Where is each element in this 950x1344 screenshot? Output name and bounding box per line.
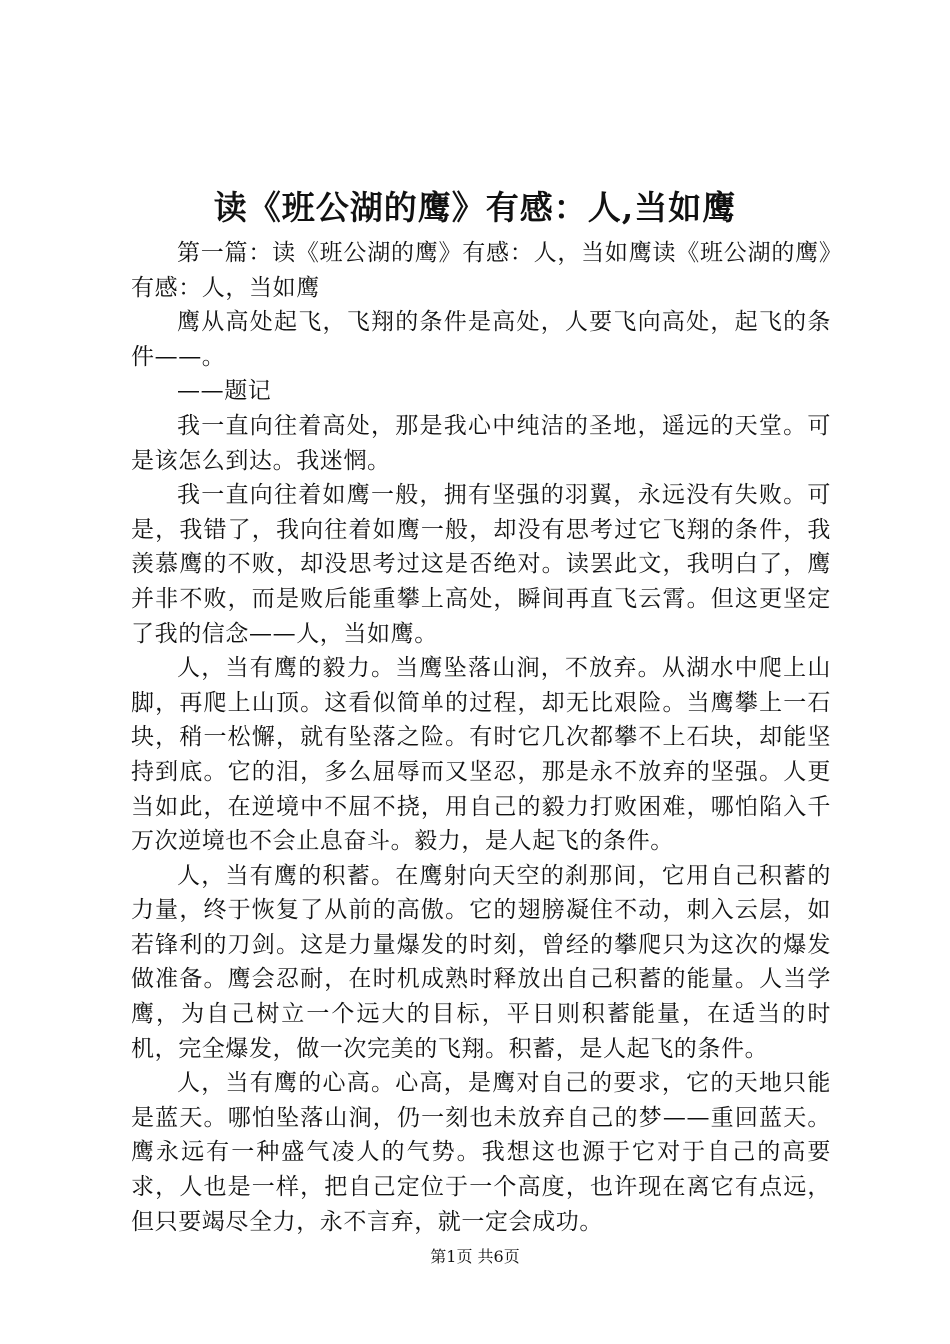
paragraph: 第一篇：读《班公湖的鹰》有感：人，当如鹰读《班公湖的鹰》有感：人，当如鹰 [131,240,831,301]
paragraph: 鹰从高处起飞，飞翔的条件是高处，人要飞向高处，起飞的条件——。 [131,309,831,370]
paragraph: 人，当有鹰的心高。心高，是鹰对自己的要求，它的天地只能是蓝天。哪怕坠落山涧，仍一刻也未放弃自己的梦——重回蓝天。鹰永远有一种盛气凌人的气势。我想这也源于它对于自己的高要求，人也是一样，把自己定位于一个高度，也许现在离它有点远，但只要竭尽全力，永不言弃，就一定会成功。 [131,1070,831,1235]
paragraph: 我一直向往着如鹰一般，拥有坚强的羽翼，永远没有失败。可是，我错了，我向往着如鹰一般，却没有思考过它飞翔的条件，我羡慕鹰的不败，却没思考过这是否绝对。读罢此文，我明白了，鹰并非不败，而是败后能重攀上高处，瞬间再直飞云霄。但这更坚定了我的信念——人，当如鹰。 [131,482,831,647]
document-body [131,236,831,1239]
document-title: 读《班公湖的鹰》有感：人,当如鹰 [213,188,737,227]
paragraph: 人，当有鹰的毅力。当鹰坠落山涧，不放弃。从湖水中爬上山脚，再爬上山顶。这看似简单的过程，却无比艰险。当鹰攀上一石块，稍一松懈，就有坠落之险。有时它几次都攀不上石块，却能坚持到底。它的泪，多么屈辱而又坚忍，那是永不放弃的坚强。人更当如此，在逆境中不屈不挠，用自己的毅力打败困难，哪怕陷入千万次逆境也不会止息奋斗。毅力，是人起飞的条件。 [131,655,831,855]
paragraph: 人，当有鹰的积蓄。在鹰射向天空的刹那间，它用自己积蓄的力量，终于恢复了从前的高傲。它的翅膀凝住不动，刺入云层，如若锋利的刀剑。这是力量爆发的时刻，曾经的攀爬只为这次的爆发做准备。鹰会忍耐，在时机成熟时释放出自己积蓄的能量。人当学鹰，为自己树立一个远大的目标，平日则积蓄能量，在适当的时机，完全爆发，做一次完美的飞翔。积蓄，是人起飞的条件。 [131,862,831,1062]
page-footer: 第1页 共6页 [430,1247,520,1266]
paragraph: 我一直向往着高处，那是我心中纯洁的圣地，遥远的天堂。可是该怎么到达。我迷惘。 [131,412,831,474]
paragraph: ——题记 [177,378,272,405]
